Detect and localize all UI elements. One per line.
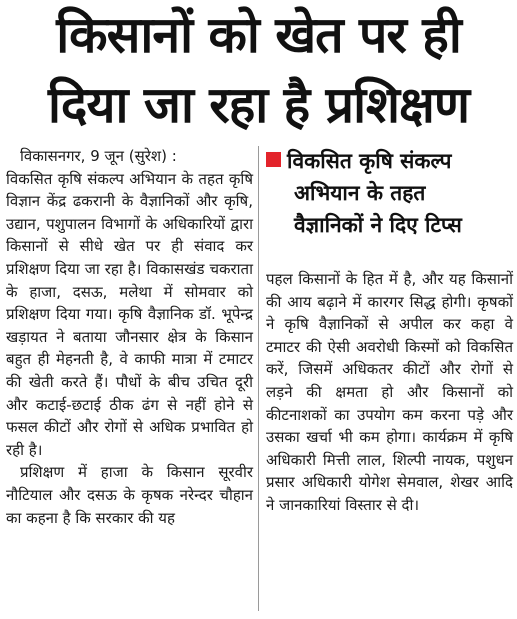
dateline: विकासनगर, 9 जून (सुरेश) : [20,147,177,165]
article-paragraph-3: पहल किसानों के हित में है, और यह किसानों की आय बढ़ाने में कारगर सिद्ध होगी। कृषकों ने कृषि वैज्ञानिकों से अपील कर कहा वे टमाटर की ऐसी अवरोधी किस्मों को विकसित करें, जिसमें अधिकतर कीटों और रोगों से लड़ने की क्षमता हो और किसानों को कीटनाशकों का उपयोग कम करना पड़े और उसका खर्चा भी कम होगा। कार्यक्रम में कृषि अधिकारी मित्ती लाल, शिल्पी नायक, पशुधन प्रसार अधिकारी योगेश सेमवाल, शेखर आदि ने जानकारियां विस्तार से दी। [266,270,513,514]
article-paragraph-2: प्रशिक्षण में हाजा के किसान सूरवीर नौटियाल और दसऊ के कृषक नरेन्दर चौहान का कहना है कि सरकार की यह [6,463,253,527]
headline-line-1: किसानों को खेत पर ही [56,6,461,64]
headline-line-2: दिया जा रहा है प्रशिक्षण [47,76,470,134]
subheadline-line-1 [266,145,514,177]
column-divider [258,146,259,611]
subheadline-line-3: वैज्ञानिकों ने दिए टिप्स [294,213,462,237]
subheadline-line-1-text: विकसित कृषि संकल्प [287,149,452,173]
article-column-right [266,268,513,517]
headline [0,0,517,140]
article-column-left [6,145,253,529]
subheadline [266,145,514,241]
article-paragraph-1: विकसित कृषि संकल्प अभियान के तहत कृषि विज्ञान केंद्र ढकरानी के वैज्ञानिकों और कृषि, उद्यान, पशुपालन विभागों के अधिकारियों द्वारा किसानों से सीधे खेत पर ही संवाद कर प्रशिक्षण दिया जा रहा है। विकासखंड चकराता के हाजा, दसऊ, मलेथा में सोमवार को प्रशिक्षण दिया गया। कृषि वैज्ञानिक डॉ. भूपेन्द्र खड़ायत ने बताया जौनसार क्षेत्र के किसान बहुत ही मेहनती है, वे काफी मात्रा में टमाटर की खेती करते हैं। पौधों के बीच उचित दूरी और कटाई-छटाई ठीक ढंग से नहीं होने से फसल कीटों और रोगों से अधिक प्रभावित हो रही है। [6,169,253,459]
red-square-bullet-icon [266,152,281,167]
subheadline-line-2: अभियान के तहत [294,181,426,205]
